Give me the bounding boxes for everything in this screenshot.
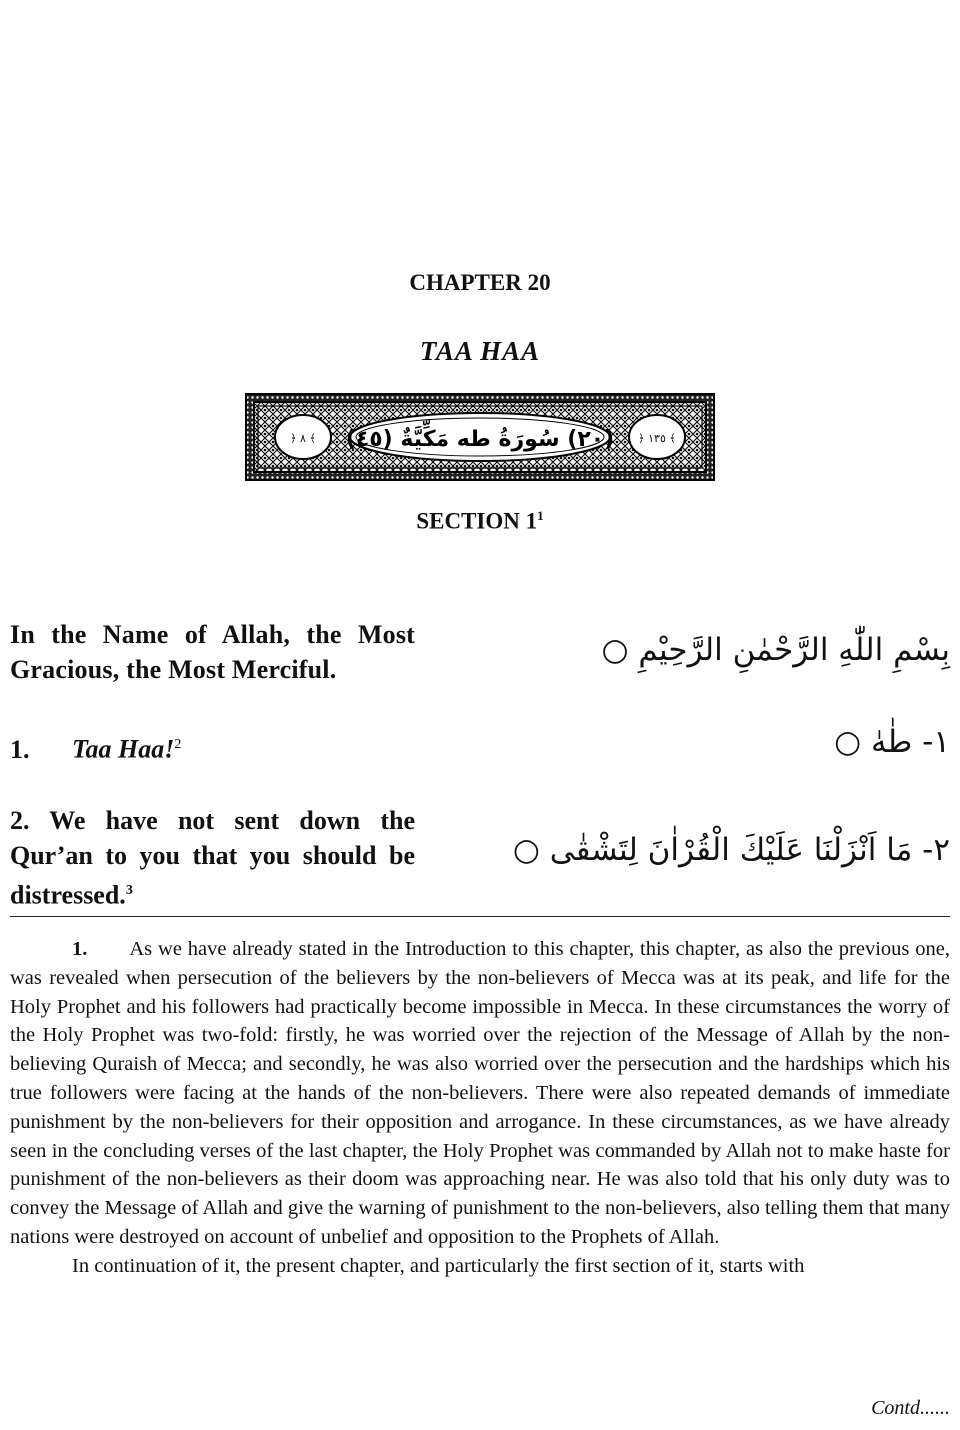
continued-marker: Contd...... (871, 1397, 950, 1419)
commentary-paragraph-2: In continuation of it, the present chapter, and particularly the first section of it, starts with (72, 1254, 805, 1277)
chapter-heading: CHAPTER 20 (409, 270, 551, 295)
chapter-title: TAA HAA (419, 336, 541, 366)
verse-1-footnote-ref: 2 (174, 737, 182, 752)
verse-2-translation (10, 803, 415, 913)
verse-2-text: 2. We have not sent down the Qur’an to you that you should be distressed. (10, 806, 415, 910)
commentary (10, 935, 950, 1281)
verse-2-footnote-ref: 3 (125, 883, 133, 898)
banner-left-medallion-text: ﴿ ٨ ﴾ (290, 432, 316, 445)
commentary-paragraph-1-text: As we have already stated in the Introduction to this chapter, this chapter, as also the previous one, was revealed when persecution of the believers by the non-believers of Mecca was at its peak, and life for the Holy Prophet and his followers had practically become impossible in Mecca. In these circumstances the worry of the Holy Prophet was two-fold: firstly, he was worried over the rejection of the Message of Allah by the non-believing Quraish of Mecca; and secondly, he was also worried over the persecution and the hardships which his true followers were facing at the hands of the non-believers. There were also repeated demands of immediate punishment by the non-believers for their opposition and arrogance. In these circumstances, as we have already seen in the concluding verses of the last chapter, the Holy Prophet was commanded by Allah not to make haste for punishment of the non-believers as their doom was approaching near. He was also told that his only duty was to convey the Message of Allah and give the warning of punishment to the non-believers, also telling them that many nations were destroyed on account of unbelief and opposition to the Prophets of Allah. (10, 938, 950, 1248)
verse-2-arabic: ٢- مَا اَنْزَلْنَا عَلَيْكَ الْقُرْاٰنَ لِتَشْقٰى ○ (512, 832, 950, 868)
banner-right-medallion-text: ﴿ ١٣٥ ﴾ (638, 432, 676, 445)
surah-title-banner (245, 390, 715, 484)
footnote-divider (10, 916, 950, 917)
section-label: SECTION 1 (416, 508, 538, 534)
surah-title-arabic: (٢٠) سُورَةُ طه مَكِّيَّةٌ (٤٥) (345, 427, 615, 452)
section-footnote-ref: 1 (537, 508, 544, 523)
basmala-arabic: بِسْمِ اللّٰهِ الرَّحْمٰنِ الرَّحِيْمِ ○ (601, 632, 950, 668)
commentary-paragraph-1 (10, 935, 950, 1252)
commentary-note-number: 1. (72, 938, 88, 960)
verse-1-translation (10, 727, 415, 767)
verse-1-arabic: ١- طٰهٰ ○ (834, 724, 950, 760)
verse-1-text: Taa Haa! (72, 734, 175, 764)
basmala-translation: In the Name of Allah, the Most Gracious, the Most Merciful. (10, 620, 415, 684)
section-heading (0, 508, 960, 535)
verse-1-number: 1. (10, 734, 30, 764)
